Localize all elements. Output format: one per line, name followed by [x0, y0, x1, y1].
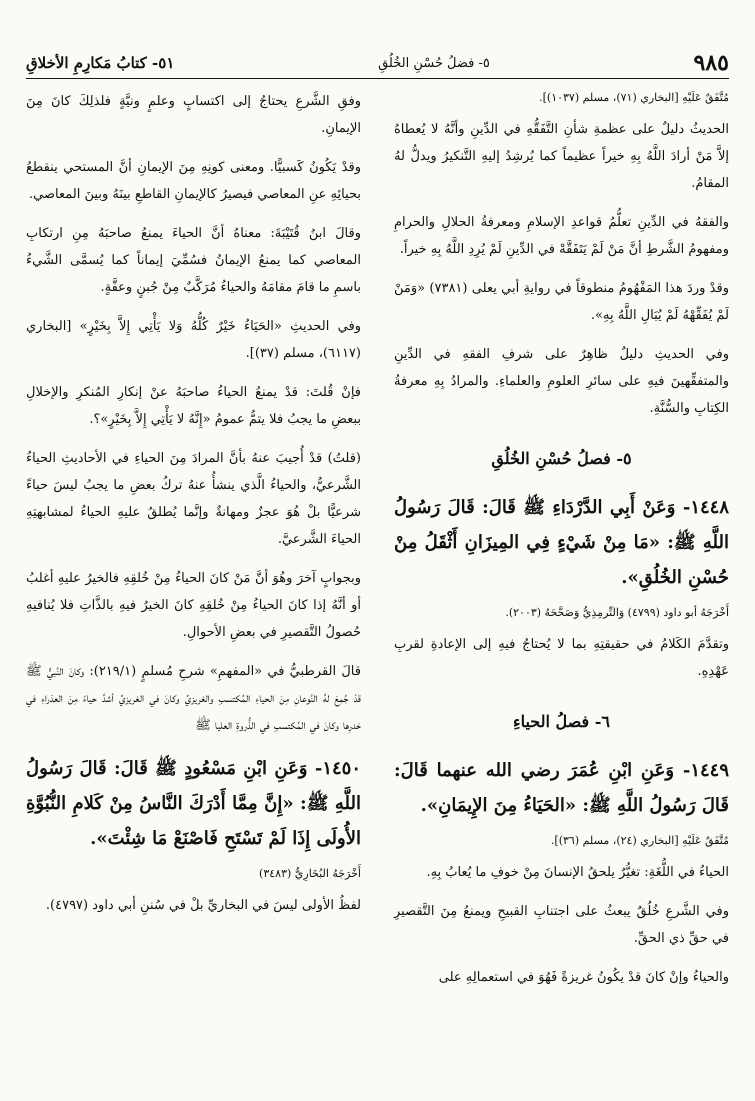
commentary-paragraph: فإنْ قُلتَ: قدْ يمنعُ الحياءُ صاحبَهُ عنْ إنكارِ المُنكرِ والإخلالِ ببعضِ ما يجبُ فلا يتمُّ عمومُ «إِنَّهُ لا يَأْتِي إِلاَّ بِخَيْرٍ»؟. — [26, 385, 361, 427]
hadith-text: ١٤٤٩- وَعَنِ ابْنِ عُمَرَ رضي الله عنهما قَالَ: قَالَ رَسُولُ اللَّهِ ﷺ: «الحَيَاءُ مِنَ الإِيمَانِ». — [394, 760, 729, 816]
page-number: ٩٨٥ — [693, 50, 729, 76]
commentary-paragraph: وقدْ وردَ هذا المَفْهُومُ منطوقاً في روايةِ أبي يعلى (٧٣٨١) «وَمَنْ لَمْ يُفَقِّهْهُ لَمْ يُبَالِ اللَّهُ بِهِ». — [394, 281, 730, 323]
commentary-paragraph: وفي الحديثِ دليلٌ ظاهِرٌ على شرفِ الفقهِ في الدِّينِ والمتفقِّهينَ فيهِ على سائرِ العلومِ والعلماءِ. والمرادُ بِهِ معرفةُ الكِتابِ والسُّنَّةِ. — [394, 347, 729, 416]
commentary-paragraph: قالَ القرطبيُّ في «المفهمِ» شرحِ مُسلمٍ (٢١٩/١): وكانَ النَّبيُّ ﷺ قدْ جُمِعَ لهُ النَّوعانِ مِنَ الحياءِ المُكتسبِ والغريزيِّ وكانَ في الغريزيِّ أشدَّ حياءً مِنَ العذراءِ في خدرِها وكانَ في المُكتسبِ في الذُّروةِ العليا ﷺ — [26, 664, 361, 733]
hadith-text: ١٤٥٠- وَعَنِ ابْنِ مَسْعُودٍ ﷺ قَالَ: قَالَ رَسُولُ اللَّهِ ﷺ: «إِنَّ مِمَّا أَدْرَكَ النَّاسُ مِنْ كَلامِ النُّبُوَّةِ الأُولَى إِذَا لَمْ تَسْتَحِ فَاصْنَعْ مَا شِئْتَ». — [26, 758, 361, 849]
hadith-text: ١٤٤٨- وَعَنْ أَبِي الدَّرْدَاءِ ﷺ قَالَ: قَالَ رَسُولُ اللَّهِ ﷺ: «مَا مِنْ شَيْءٍ فِي المِيزَانِ أَثْقَلُ مِنْ حُسْنِ الخُلُقِ». — [394, 497, 729, 588]
commentary-paragraph: (قلتُ) قدْ أُجيبَ عنهُ بأنَّ المرادَ مِنَ الحياءِ في الأحاديثِ الحياءُ الشَّرعيُّ، والحياءُ الَّذي ينشأُ عنهُ تركُ بعضِ ما يجبُ ليسَ حياءً شرعيًّا بلْ هُوَ عجزٌ ومهانةٌ وإنَّما يُطلقُ عليهِ الحياءُ لمشابهتِهِ الحياءَ الشَّرعيَّ. — [26, 451, 361, 547]
left-column — [26, 88, 361, 931]
page-header — [26, 48, 729, 79]
commentary-paragraph: وفي الحديثِ «الحَيَاءُ خَيْرٌ كُلُّهُ وَلا يَأْتِي إِلاَّ بِخَيْرٍ» [البخاري (٦١١٧)، مسلم (٣٧)]. — [26, 319, 361, 361]
commentary-paragraph: والحياءُ وإنْ كانَ قدْ يكُونُ غريزةً فَهُوَ في استعمالِهِ على — [438, 970, 729, 985]
commentary-paragraph: الحديثُ دليلٌ على عظمةِ شأنِ التَّفَقُّهِ في الدِّينِ وأنَّهُ لا يُعطاهُ إلاَّ مَنْ أرادَ اللَّهُ بِهِ خيراً عظيماً كما يُرشِدُ إليهِ التَّنكيرُ ويدلُّ لهُ المقامُ. — [394, 122, 729, 191]
chapter-title: ٥- فضلُ حُسْنِ الخُلُقِ — [378, 55, 490, 71]
commentary-paragraph: وفقِ الشَّرعِ يحتاجُ إلى اكتسابٍ وعلمٍ ونيَّةٍ فلذلِكَ كانَ مِنَ الإيمانِ. — [26, 94, 361, 136]
commentary-paragraph: وبجوابٍ آخرَ وهُوَ أنَّ مَنْ كانَ الحياءُ مِنْ خُلقِهِ فالخيرُ عليهِ أغلبُ أو أنَّهُ إذا كانَ الحياءُ مِنْ خُلقِهِ كانَ الخيرُ فيهِ بالذَّاتِ فلا يُنافيهِ حُصولُ التَّقصيرِ في بعضِ الأحوالِ. — [26, 571, 361, 640]
hadith-takhrij: مُتَّفَقٌ عَلَيْهِ [البخاري (٧١)، مسلم (١٠٣٧)]. — [539, 91, 729, 104]
hadith-takhrij: أَخْرَجَهُ البُخَارِيُّ (٣٤٨٣) — [259, 867, 361, 880]
hadith-takhrij: أَخْرَجَهُ أبو داود (٤٧٩٩) وَالتِّرمِذِيُّ وَصَحَّحَهُ (٢٠٠٣). — [505, 606, 729, 619]
section-heading: ٦- فصلُ الحياءِ — [513, 712, 610, 731]
commentary-paragraph: وقالَ ابنُ قُتَيْبَةَ: معناهُ أنَّ الحياءَ يمنعُ صاحبَهُ مِنِ ارتكابِ المعاصي كما يمنعُ الإيمانُ فسُمِّيَ إيماناً كما يُسمَّى الشَّيءُ باسمِ ما قامَ مقامَهُ والحياءُ مُرَكَّبٌ مِنْ جُبنٍ وعفَّةٍ. — [26, 226, 361, 295]
commentary-paragraph: الحياءُ في اللُّغَةِ: تغيُّرٌ يلحقُ الإنسانَ مِنْ خوفِ ما يُعابُ بِهِ. — [426, 865, 729, 880]
commentary-paragraph: لفظُ الأولى ليسَ في البخاريِّ بلْ في سُننِ أبي داود (٤٧٩٧). — [45, 898, 361, 913]
section-heading: ٥- فصلُ حُسْنِ الخُلُقِ — [491, 449, 632, 468]
commentary-paragraph: وتقدَّمَ الكَلامُ في حقيقتِهِ بما لا يُحتاجُ فيهِ إلى الإعادةِ لقربِ عَهْدِهِ. — [394, 637, 729, 679]
commentary-paragraph: والفقهُ في الدِّينِ تعلُّمُ قواعدِ الإسلامِ ومعرفةُ الحلالِ والحرامِ ومفهومُ الشَّرطِ أنَّ مَنْ لَمْ يَتَفَقَّهْ في الدِّينِ لَمْ يُرِدِ اللَّهُ بِهِ خيراً. — [394, 215, 729, 257]
commentary-paragraph: وفي الشَّرعِ خُلُقٌ يبعثُ على اجتنابِ القبيحِ ويمنعُ مِنَ التَّقصيرِ في حقِّ ذي الحقِّ. — [394, 904, 729, 946]
right-column — [394, 88, 729, 1003]
commentary-paragraph: وقدْ يَكُونُ كَسبيًّا. ومعنى كونِهِ مِنَ الإيمانِ أنَّ المستحي ينقطعُ بحيائِهِ عنِ المعاصي فيصيرُ كالإيمانِ القاطعِ بينَهُ وبينَ المعاصي. — [26, 160, 361, 202]
book-title: ٥١- كتابُ مَكارِمِ الأخلاقِ — [26, 54, 175, 72]
hadith-takhrij: مُتَّفَقٌ عَلَيْهِ [البخاري (٢٤)، مسلم (٣٦)]. — [550, 834, 729, 847]
